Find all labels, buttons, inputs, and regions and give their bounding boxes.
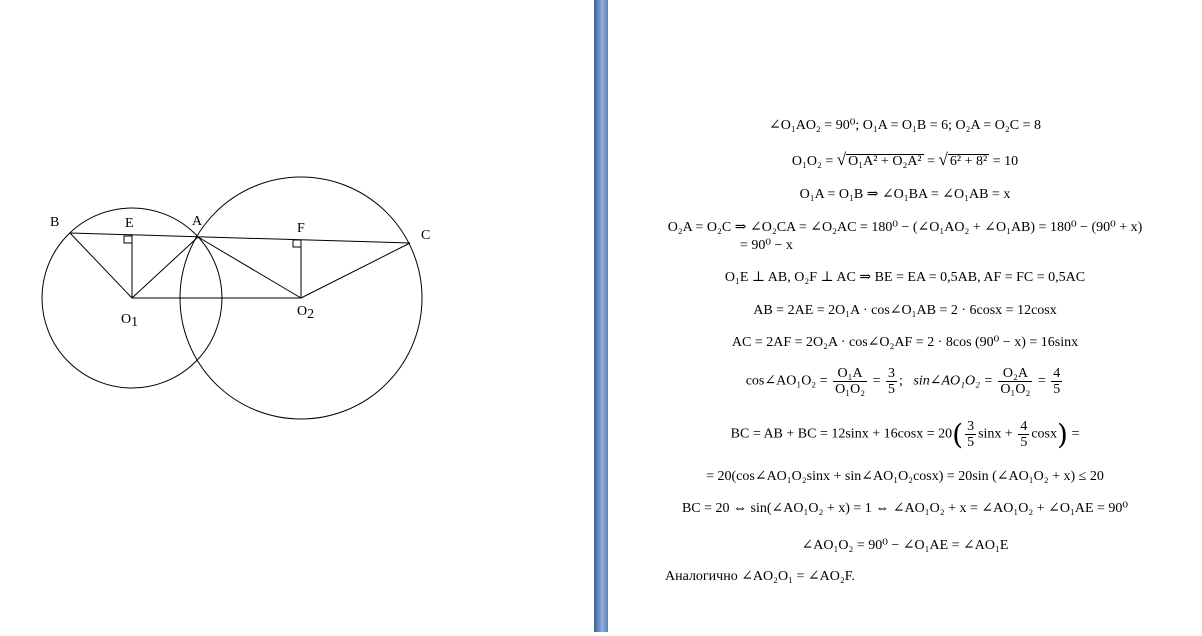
geometry-figure — [0, 0, 594, 632]
equation-line-4a: O₂A = O₂C ⇒ ∠O₂CA = ∠O₂AC = 180⁰ − (∠O₁AO₂ + ∠O₁AB) = 180⁰ − (90⁰ + x) — [667, 220, 1143, 235]
eq8-frac-3: $\frac{\text{O₂A}}{\text{O₁O₂}}$ — [1000, 366, 1031, 397]
equation-line-2: O₁O₂ = √ O₁A² + O₂A² = √ 6² + 8² = 10 — [791, 150, 1019, 169]
eq9-frac-1: $\frac{3}{5}$ — [967, 419, 975, 450]
label-f: F — [297, 221, 305, 236]
label-b: B — [50, 215, 60, 230]
equation-line-5: O₁E ⊥ AB, O₂F ⊥ AC ⇒ BE = EA = 0,5AB, AF = FC = 0,5AC — [724, 270, 1086, 285]
right-angle-f — [293, 240, 301, 247]
equation-line-8: cos∠AO₁O₂ = $\frac{\text{O₁A}}{\text{O₁O₂}}$ = $\frac{3}{5}$ ; sin∠AO₁O₂ = $\frac{\text{O₂A}}{\text{O₁O₂}}$ = $\frac{4}{5}$ — [745, 366, 1061, 397]
left-page — [0, 0, 594, 632]
right-page — [608, 0, 1202, 632]
label-a: A — [192, 214, 203, 229]
equation-line-7: AC = 2AF = 2O₂A · cos∠O₂AF = 2 · 8cos (90⁰ − x) = 16sinx — [731, 335, 1079, 350]
label-c: C — [421, 228, 431, 243]
eq2-rhs: = 10 — [989, 154, 1019, 169]
equation-line-12: ∠AO₁O₂ = 90⁰ − ∠O₁AE = ∠AO₁E — [801, 538, 1009, 553]
eq2-radicand-2: 6² + 8² — [949, 154, 988, 169]
segment-o1a — [132, 237, 198, 298]
eq8-frac-2: $\frac{3}{5}$ — [887, 366, 895, 397]
page-divider — [594, 0, 608, 632]
equation-line-9: BC = AB + BC = 12sinx + 16cosx = 20( $\frac{3}{5}$ sinx + $\frac{4}{5}$ cosx) = — [730, 418, 1080, 451]
equation-line-13: Аналогично ∠AO₂O₁ = ∠AO₂F. — [665, 569, 855, 584]
eq9-frac-2: $\frac{4}{5}$ — [1020, 419, 1028, 450]
equation-line-3: O₁A = O₁B ⇒ ∠O₁BA = ∠O₁AB = x — [799, 187, 1011, 202]
label-o1: O1 — [121, 312, 139, 330]
label-e: E — [125, 216, 134, 231]
equation-line-10: = 20(cos∠AO₁O₂sinx + sin∠AO₁O₂cosx) = 20sin (∠AO₁O₂ + x) ≤ 20 — [706, 469, 1104, 484]
eq8-frac-1: $\frac{\text{O₁A}}{\text{O₁O₂}}$ — [835, 366, 866, 397]
eq9-lhs: BC = AB + BC = 12sinx + 16cosx = 20 — [730, 426, 953, 442]
eq2-lhs: O₁O₂ = — [791, 154, 837, 169]
eq2-radicand-1: O₁A² + O₂A² — [848, 154, 922, 169]
eq8-sin: sin∠AO₁O₂ = — [913, 373, 997, 389]
label-o2: O2 — [297, 304, 315, 322]
eq2-mid: = — [923, 154, 939, 169]
eq8-cos: cos∠AO₁O₂ = — [745, 373, 832, 389]
right-angle-e — [124, 236, 132, 243]
equation-line-1: ∠O₁AO₂ = 90⁰; O₁A = O₁B = 6; O₂A = O₂C = 8 — [768, 118, 1041, 133]
eq8-frac-4: $\frac{4}{5}$ — [1053, 366, 1061, 397]
equation-line-11: BC = 20 ⇔ sin(∠AO₁O₂ + x) = 1 ⇔ ∠AO₁O₂ + x = ∠AO₁O₂ + ∠O₁AE = 90⁰ — [681, 501, 1129, 516]
equation-line-4b: = 90⁰ − x — [740, 238, 793, 253]
segment-o2a — [198, 237, 301, 298]
segment-o1b — [70, 233, 132, 298]
equation-line-6: AB = 2AE = 2O₁A · cos∠O₁AB = 2 · 6cosx = 12cosx — [753, 303, 1057, 318]
segment-o2c — [301, 243, 410, 298]
segment-bc — [70, 233, 410, 243]
